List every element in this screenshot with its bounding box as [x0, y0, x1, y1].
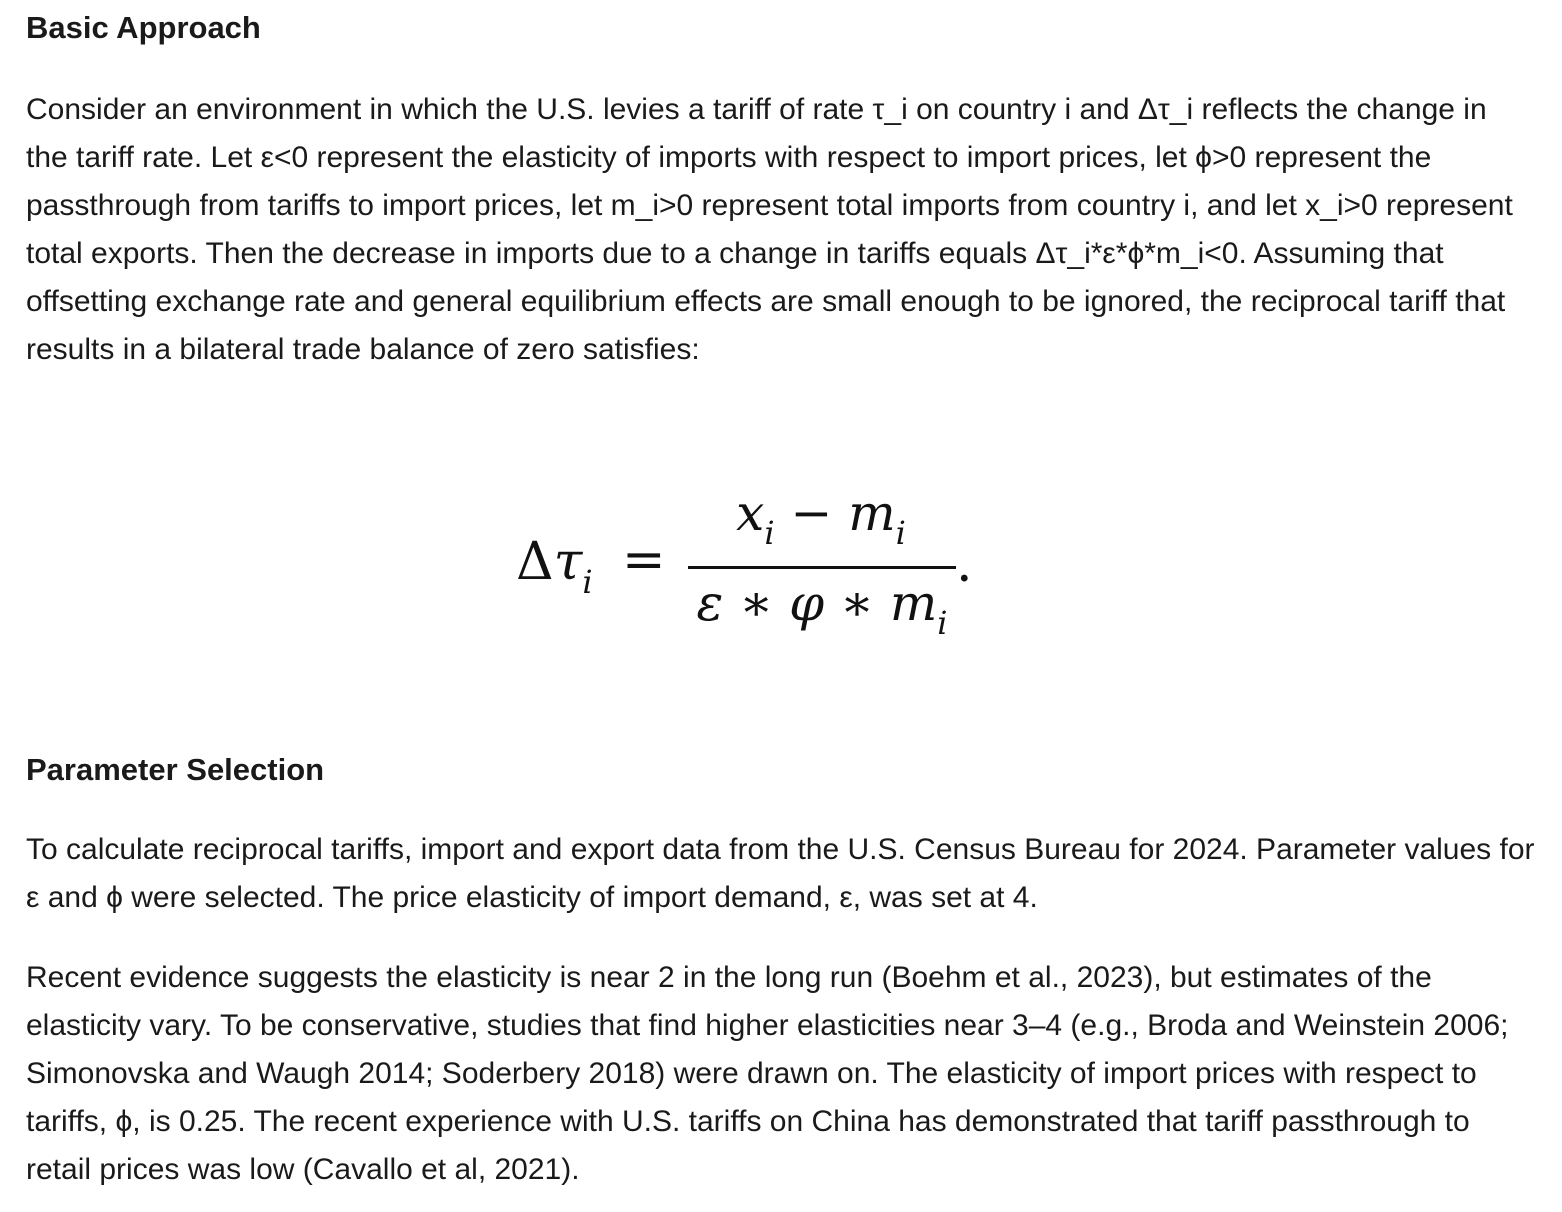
formula-den-m: m	[889, 574, 938, 632]
paragraph-parameter-selection-1: To calculate reciprocal tariffs, import and export data from the U.S. Census Bureau for 2024. Parameter values for ε and ϕ were selected. The price elasticity of import demand, ε, was set at 4.	[26, 833, 1535, 914]
formula-numerator	[690, 484, 952, 552]
formula-den-eps: ε	[696, 574, 724, 632]
formula-den-phi: φ	[789, 574, 825, 632]
tariff-formula	[490, 470, 1010, 660]
formula-times-2: ∗	[824, 574, 890, 632]
formula-period: .	[956, 534, 973, 594]
paragraph-basic-approach: Consider an environment in which the U.S. levies a tariff of rate τ_i on country i and Δτ_i reflects the change in the tariff rate. Let ε<0 represent the elasticity of imports with respect to import prices, let ϕ>0 represent the passthrough from tariffs to import prices, let m_i>0 represent total imports from country i, and let x_i>0 represent total exports. Then the decrease in imports due to a change in tariffs equals Δτ_i*ε*ϕ*m_i<0. Assuming that offsetting exchange rate and general equilibrium effects are small enough to be ignored, the reciprocal tariff that results in a bilateral trade balance of zero satisfies:	[26, 93, 1513, 366]
formula-delta: Δ	[516, 532, 554, 592]
formula-minus: −	[774, 484, 849, 542]
formula-den-m-sub: i	[937, 604, 948, 642]
paragraph-parameter-selection-2: Recent evidence suggests the elasticity is near 2 in the long run (Boehm et al., 2023), but estimates of the elasticity vary. To be conservative, studies that find higher elasticities near 3–4 (e.g., Broda and Weinstein 2006; Simonovska and Waugh 2014; Soderbery 2018) were drawn on. The elasticity of import prices with respect to tariffs, ϕ, is 0.25. The recent experience with U.S. tariffs on China has demonstrated that tariff passthrough to retail prices was low (Cavallo et al, 2021).	[26, 961, 1509, 1186]
section-heading-basic-approach: Basic Approach	[26, 10, 261, 45]
formula-times-1: ∗	[723, 574, 790, 632]
formula-equals: =	[622, 530, 666, 590]
formula-num-m: m	[848, 484, 896, 542]
fraction-bar	[688, 566, 956, 569]
formula-denominator	[688, 574, 956, 642]
formula-lhs-subscript: i	[582, 563, 593, 601]
formula-lhs	[516, 532, 593, 601]
formula-num-x-sub: i	[764, 514, 775, 552]
formula-tau: τ	[553, 532, 583, 592]
section-heading-parameter-selection: Parameter Selection	[26, 752, 325, 787]
formula-num-x: x	[736, 484, 765, 542]
formula-num-m-sub: i	[895, 514, 906, 552]
